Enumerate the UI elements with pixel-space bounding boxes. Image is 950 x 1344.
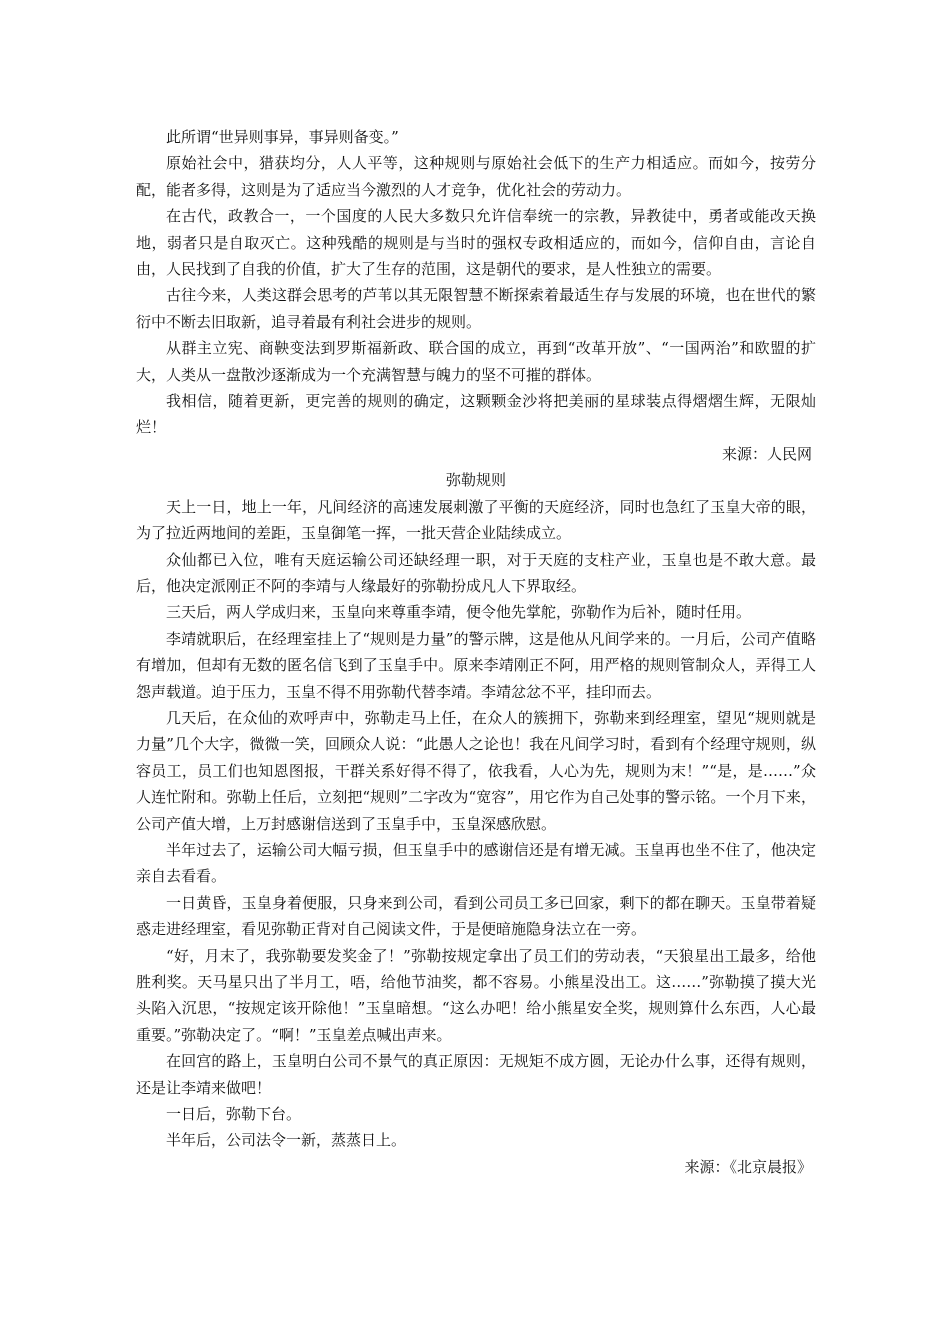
paragraph: 一日后，弥勒下台。 — [166, 1105, 302, 1124]
paragraph: 几天后，在众仙的欢呼声中，弥勒走马上任，在众人的簇拥下，弥勒来到经理室，望见“规则就是力量”几个大字，微微一笑，回顾众人说：“此愚人之论也！我在凡间学习时，看到有个经理守规则，纵容员工，员工们也知恩图报，干群关系好得不得了，依我看，人心为先，规则为末！”“是，是……”众人连忙附和。弥勒上任后，立刻把“规则”二字改为“宽容”，用它作为自己处事的警示铭。一个月下来，公司产值大增，上万封感谢信送到了玉皇手中，玉皇深感欣慰。 — [136, 708, 816, 833]
paragraph: 众仙都已入位，唯有天庭运输公司还缺经理一职，对于天庭的支柱产业，玉皇也是不敢大意。最后，他决定派刚正不阿的李靖与人缘最好的弥勒扮成凡人下界取经。 — [136, 550, 816, 595]
document-page — [136, 124, 816, 1180]
paragraph: 从群主立宪、商鞅变法到罗斯福新政、联合国的成立，再到“改革开放”、“一国两治”和欧盟的扩大，人类从一盘散沙逐渐成为一个充满智慧与魄力的坚不可摧的群体。 — [136, 339, 816, 384]
paragraph: 原始社会中，猎获均分，人人平等，这种规则与原始社会低下的生产力相适应。而如今，按劳分配，能者多得，这则是为了适应当今激烈的人才竞争，优化社会的劳动力。 — [136, 154, 816, 199]
source-line: 来源：人民网 — [721, 444, 812, 463]
paragraph: “好，月末了，我弥勒要发奖金了！”弥勒按规定拿出了员工们的劳动表，“天狼星出工最多，给他胜利奖。天马星只出了半月工，唔，给他节油奖，都不容易。小熊星没出工。这……”弥勒摸了摸大光头陷入沉思，“按规定该开除他！”玉皇暗想。“这么办吧！给小熊星安全奖，规则算什么东西，人心最重要。”弥勒决定了。“啊！”玉皇差点喊出声来。 — [136, 946, 816, 1044]
paragraph: 一日黄昏，玉皇身着便服，只身来到公司，看到公司员工多已回家，剩下的都在聊天。玉皇带着疑惑走进经理室，看见弥勒正背对自己阅读文件，于是便暗施隐身法立在一旁。 — [136, 893, 816, 939]
article-title: 弥勒规则 — [445, 471, 506, 490]
paragraph: 半年过去了，运输公司大幅亏损，但玉皇手中的感谢信还是有增无减。玉皇再也坐不住了，他决定亲自去看看。 — [136, 840, 816, 886]
paragraph: 天上一日，地上一年，凡间经济的高速发展刺激了平衡的天庭经济，同时也急红了玉皇大帝的眼，为了拉近两地间的差距，玉皇御笔一挥，一批天营企业陆续成立。 — [136, 497, 816, 543]
paragraph: 在古代，政教合一，一个国度的人民大多数只允许信奉统一的宗教，异教徒中，勇者或能改天换地，弱者只是自取灭亡。这种残酷的规则是与当时的强权专政相适应的，而如今，信仰自由，言论自由，人民找到了自我的价值，扩大了生存的范围，这是朝代的要求，是人性独立的需要。 — [136, 207, 816, 279]
source-line: 来源：《北京晨报》 — [684, 1157, 812, 1176]
paragraph: 三天后，两人学成归来，玉皇向来尊重李靖，便令他先掌舵，弥勒作为后补，随时任用。 — [166, 603, 752, 622]
paragraph: 在回宫的路上，玉皇明白公司不景气的真正原因：无规矩不成方圆，无论办什么事，还得有规则，还是让李靖来做吧！ — [136, 1052, 816, 1097]
paragraph: 古往今来，人类这群会思考的芦苇以其无限智慧不断探索着最适生存与发展的环境，也在世代的繁衍中不断去旧取新，追寻着最有利社会进步的规则。 — [136, 286, 816, 331]
paragraph: 我相信，随着更新，更完善的规则的确定，这颗颗金沙将把美丽的星球装点得熠熠生辉，无限灿烂！ — [136, 392, 816, 437]
paragraph: 此所谓“世异则事异，事异则备变。” — [166, 128, 399, 146]
paragraph: 半年后，公司法令一新，蒸蒸日上。 — [166, 1131, 407, 1150]
paragraph: 李靖就职后，在经理室挂上了“规则是力量”的警示牌，这是他从凡间学来的。一月后，公司产值略有增加，但却有无数的匿名信飞到了玉皇手中。原来李靖刚正不阿，用严格的规则管制众人，弄得工人怨声载道。迫于压力，玉皇不得不用弥勒代替李靖。李靖忿忿不平，挂印而去。 — [136, 629, 816, 701]
